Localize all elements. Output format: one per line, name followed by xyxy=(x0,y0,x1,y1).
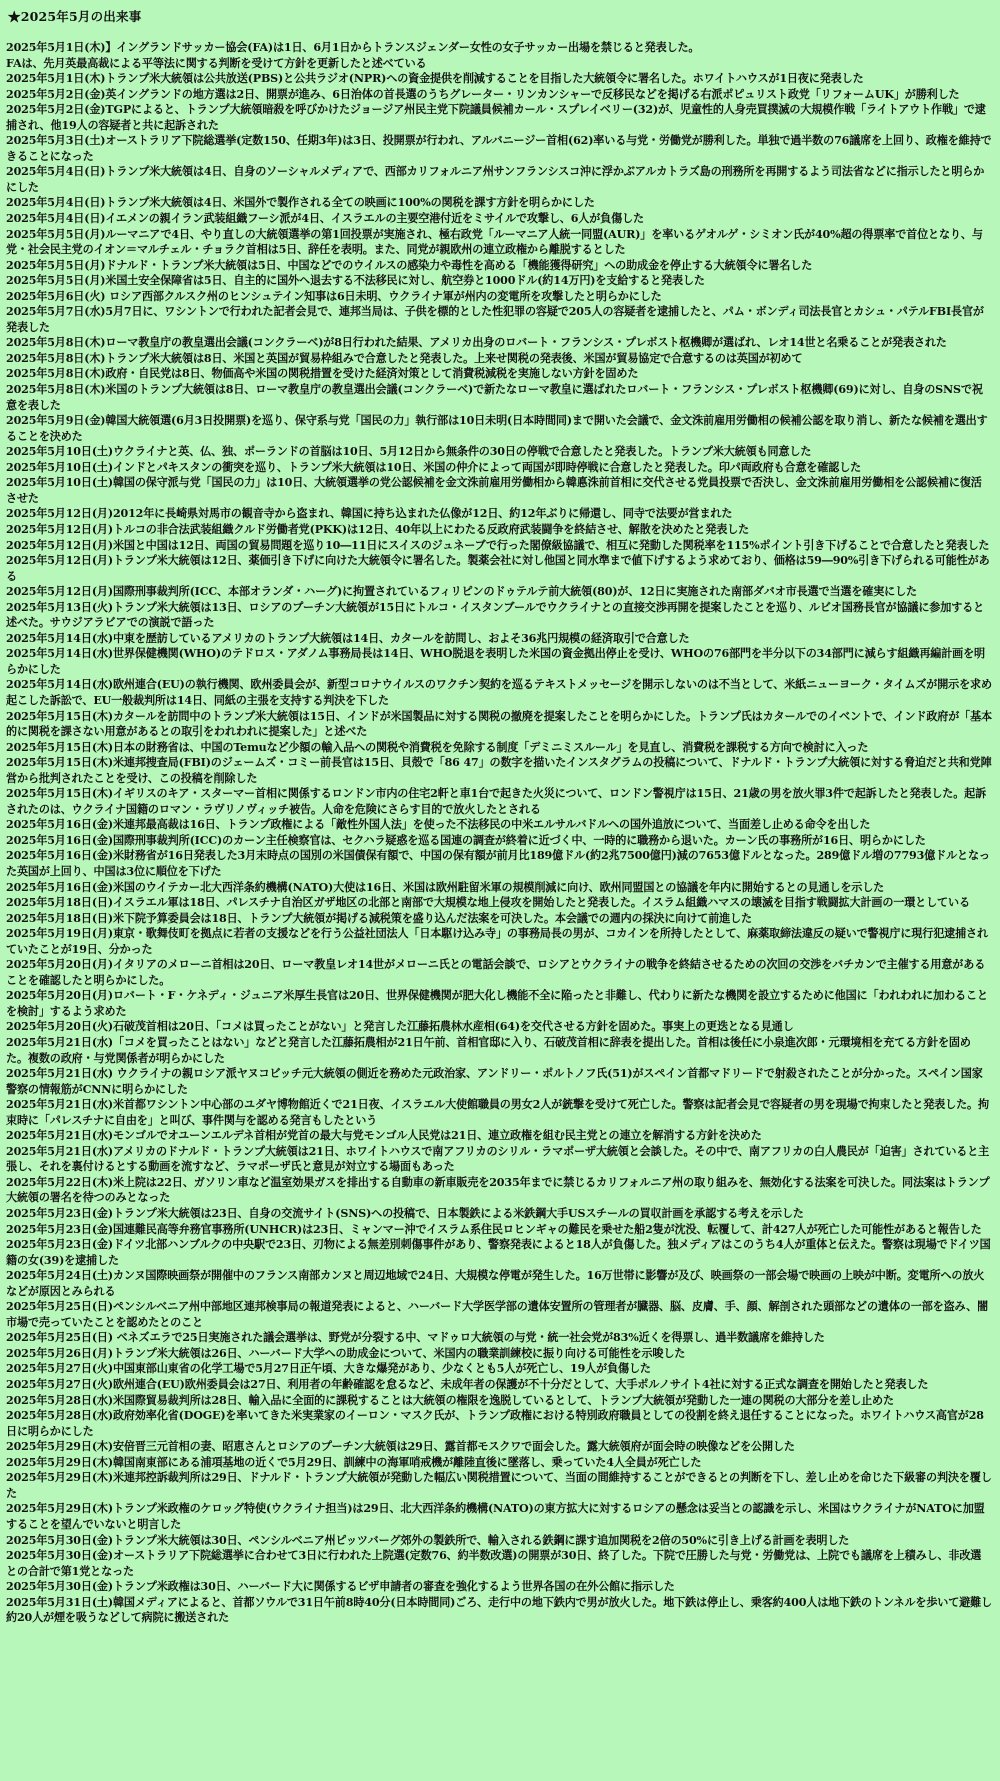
event-entry: 2025年5月10日(土)ウクライナと英、仏、独、ポーランドの首脳は10日、5月12日から無条件の30日の停戦で合意したと発表した。トランプ米大統領も同意した xyxy=(6,445,812,459)
event-entry: 2025年5月12日(月)米国と中国は12日、両国の貿易問題を巡り10―11日にスイスのジュネーブで行った閣僚級協議で、相互に発動した関税率を115%ポイント引き下げることで合意したと発表した xyxy=(6,538,990,552)
event-entry: 2025年5月5日(月)ドナルド・トランプ米大統領は5日、中国などでのウイルスの感染力や毒性を高める「機能獲得研究」への助成金を停止する大統領令に署名した xyxy=(6,258,813,272)
event-entry: 2025年5月10日(土)インドとパキスタンの衝突を巡り、トランプ米大統領は10日、米国の仲介によって両国が即時停戦に合意したと発表した。印パ両政府も合意を確認した xyxy=(6,460,862,474)
event-entry: 2025年5月20日(火)石破茂首相は20日、「コメは買ったことがない」と発言した江藤拓農林水産相(64)を交代させる方針を固めた。事実上の更迭となる見通し xyxy=(6,1020,794,1034)
event-entry: 2025年5月5日(月)米国土安全保障省は5日、自主的に国外へ退去する不法移民に対し、航空券と1000ドル(約14万円)を支給すると発表した xyxy=(6,274,705,288)
event-entry: 2025年5月16日(金)米連邦最高裁は16日、トランプ政権による「敵性外国人法」を使った不法移民の中米エルサルバドルへの国外追放について、当面差し止める命令を出した xyxy=(6,818,871,832)
event-entry: 2025年5月21日(水)「コメを買ったことはない」などと発言した江藤拓農相が21日午前、首相官邸に入り、石破茂首相に辞表を提出した。首相は後任に小泉進次郎・元環境相を充てる方針を固めた。複数の政府・与党関係者が明らかにした xyxy=(6,1036,971,1065)
event-entry: 2025年5月15日(木)イギリスのキア・スターマー首相に関係するロンドン市内の住宅2軒と車1台で起きた火災について、ロンドン警視庁は15日、21歳の男を放火罪3件で起訴したと発表した。起訴されたのは、ウクライナ国籍のロマン・ラヴリノヴィッチ被告。人命を危険にさらす目的で放火したとされる xyxy=(6,787,987,816)
event-entry: 2025年5月23日(金)国連難民高等弁務官事務所(UNHCR)は23日、ミャンマー沖でイスラム系住民ロヒンギャの難民を乗せた船2隻が沈没、転覆して、計427人が死亡した可能性があると報告した xyxy=(6,1222,982,1236)
event-entry: 2025年5月14日(水)中東を歴訪しているアメリカのトランプ大統領は14日、カタールを訪問し、およそ36兆円規模の経済取引で合意した xyxy=(6,631,690,645)
page-title: ★2025年5月の出来事 xyxy=(8,9,142,24)
event-entry: 2025年5月16日(金)米財務省が16日発表した3月末時点の国別の米国債保有額で、中国の保有額が前月比189億ドル(約2兆7500億円)減の7653億ドルとなった。289億ドル増の7793億ドルとなった英国が上回り、中国は3位に順位を下げた xyxy=(6,849,990,878)
event-entry: 2025年5月21日(水)モンゴルでオユーンエルデネ首相が党首の最大与党モンゴル人民党は21日、連立政権を組む民主党との連立を解消する方針を決めた xyxy=(6,1129,762,1143)
event-entry: 2025年5月28日(水)米国際貿易裁判所は28日、輸入品に全面的に課税することは大統領の権限を逸脱しているとして、トランプ大統領が発動した一連の関税の大部分を差し止めた xyxy=(6,1393,894,1407)
event-entry: 2025年5月8日(木)トランプ米大統領は8日、米国と英国が貿易枠組みで合意したと発表した。上来せ関税の発表後、米国が貿易協定で合意するのは英国が初めて xyxy=(6,351,803,365)
event-entry: 2025年5月19日(月)東京・歌舞伎町を拠点に若者の支援などを行う公益社団法人「日本駆け込み寺」の事務局長の男が、コカインを所持したとして、麻薬取締法違反の疑いで警視庁に現行犯逮捕されていたことが19日、分かった xyxy=(6,927,988,956)
event-entry: 2025年5月12日(月)トランプ米大統領は12日、薬価引き下げに向けた大統領令に署名した。製薬会社に対し他国と同水準まで値下げするよう求めており、価格は59―90%引き下げられる可能性がある xyxy=(6,554,990,583)
event-entry: 2025年5月25日(日) ベネズエラで25日実施された議会選挙は、野党が分裂する中、マドゥロ大統領の与党・統一社会党が83%近くを得票し、過半数議席を維持した xyxy=(6,1331,825,1345)
event-entry: 2025年5月18日(日)イスラエル軍は18日、パレスチナ自治区ガザ地区の北部と南部で大規模な地上侵攻を開始したと発表した。イスラム組織ハマスの壊滅を目指す戦闘拡大計画の一環としている xyxy=(6,896,970,910)
event-entry: 2025年5月4日(日)トランプ米大統領は4日、米国外で製作される全ての映画に100%の関税を課す方針を明らかにした xyxy=(6,196,595,210)
event-entry: 2025年5月21日(水) ウクライナの親ロシア派ヤヌコビッチ元大統領の側近を務めた元政治家、アンドリー・ポルトノフ氏(51)がスペイン首都マドリードで射殺されたことが分かった。スペイン国家警察の情報筋がCNNに明らかにした xyxy=(6,1067,983,1096)
event-entry: 2025年5月27日(火)欧州連合(EU)欧州委員会は27日、利用者の年齢確認を怠るなど、未成年者の保護が不十分だとして、大手ポルノサイト4社に対する正式な調査を開始したと発表した xyxy=(6,1378,929,1392)
event-entry: 2025年5月21日(水)アメリカのドナルド・トランプ大統領は21日、ホワイトハウスで南アフリカのシリル・ラマポーザ大統領と会談した。その中で、南アフリカの白人農民が「迫害」されていると主張し、それを裏付けるとする動画を流すなど、ラマポーザ氏と意見が対立する場面もあった xyxy=(6,1144,990,1174)
event-entry: 2025年5月8日(木)米国のトランプ大統領は8日、ローマ教皇庁の教皇選出会議(コンクラーベ)で新たなローマ教皇に選ばれたロバート・フランシス・プレボスト枢機卿(69)に対し、自身のSNSで祝意を表した xyxy=(6,383,983,412)
event-entry: 2025年5月23日(金)トランプ米大統領は23日、自身の交流サイト(SNS)への投稿で、日本製鉄による米鉄鋼大手USスチールの買収計画を承認する考えを示した xyxy=(6,1207,804,1221)
event-entry: 2025年5月30日(金)オーストラリア下院総選挙に合わせて3日に行われた上院選(定数76、約半数改選)の開票が30日、終了した。下院で圧勝した与党・労働党は、上院でも議席を上積みし、非改選との合計で第1党となった xyxy=(6,1549,982,1578)
event-entry: 2025年5月14日(水)世界保健機関(WHO)のテドロス・アダノム事務局長は14日、WHO脱退を表明した米国の資金拠出停止を受け、WHOの76部門を半分以下の34部門に減らす組織再編計画を明らかにした xyxy=(6,647,985,676)
event-entry: 2025年5月7日(水)5月7日に、ワシントンで行われた記者会見で、連邦当局は、子供を標的とした性犯罪の容疑で205人の容疑者を逮捕したと、パム・ボンディ司法長官とカシュ・パテルFBI長官が発表した xyxy=(6,305,984,334)
event-entry: 2025年5月4日(日)トランプ米大統領は4日、自身のソーシャルメディアで、西部カリフォルニア州サンフランシスコ沖に浮かぶアルカトラズ島の刑務所を再開するよう司法省などに指示したと明らかにした xyxy=(6,165,985,194)
event-entry: 2025年5月13日(火)トランプ米大統領は13日、ロシアのプーチン大統領が15日にトルコ・イスタンブールでウクライナとの直接交渉再開を提案したことを巡り、ルビオ国務長官が協議に参加すると述べた。サウジアラビアでの演説で語った xyxy=(6,600,985,630)
event-entry: 2025年5月15日(木)日本の財務省は、中国のTemuなど少額の輸入品への関税や消費税を免除する制度「デミニミスルール」を見直し、消費税を課税する方向で検討に入った xyxy=(6,740,869,754)
event-entry: 2025年5月29日(木)米連邦控訴裁判所は29日、ドナルド・トランプ大統領が発動した幅広い関税措置について、当面の間維持することができるとの判断を下し、差し止めを命じた下級審の判決を覆した xyxy=(6,1471,992,1500)
event-entry: 2025年5月3日(土)オーストラリア下院総選挙(定数150、任期3年)は3日、投開票が行われ、アルバニージー首相(62)率いる与党・労働党が勝利した。単独で過半数の76議席を上回り、政権を維持できることになった xyxy=(6,134,992,163)
event-entry: 2025年5月16日(金)国際刑事裁判所(ICC)のカーン主任検察官は、セクハラ疑惑を巡る国連の調査が終着に近づく中、一時的に職務から退いた。カーン氏の事務所が16日、明らかにした xyxy=(6,833,926,847)
event-entry: 2025年5月29日(木)安倍晋三元首相の妻、昭恵さんとロシアのプーチン大統領は29日、露首都モスクワで面会した。露大統領府が面会時の映像などを公開した xyxy=(6,1440,795,1454)
event-entry: 2025年5月10日(土)韓国の保守派与党「国民の力」は10日、大統領選挙の党公認候補を金文洙前雇用労働相から韓悳洙前首相に交代させる党員投票で否決し、金文洙前雇用労働相を公認候補に復活させた xyxy=(6,476,982,505)
event-entry: 2025年5月5日(月)ルーマニアで4日、やり直しの大統領選挙の第1回投票が実施され、極右政党「ルーマニア人統一同盟(AUR)」を率いるゲオルゲ・シミオン氏が40%超の得票率で首位となり、与党・社会民主党のイオン＝マルチェル・チョラク首相は5日、辞任を表明。また、同党が親欧州の連立政権から離脱するとした xyxy=(6,227,983,257)
event-entry: FAは、先月英最高裁による平等法に関する判断を受けて方針を更新したと述べている xyxy=(6,56,427,70)
event-entry: 2025年5月12日(月)2012年に長崎県対馬市の観音寺から盗まれ、韓国に持ち込まれた仏像が12日、約12年ぶりに帰還し、同寺で法要が営まれた xyxy=(6,507,733,521)
event-entry: 2025年5月12日(月)トルコの非合法武装組織クルド労働者党(PKK)は12日、40年以上にわたる反政府武装闘争を終結させ、解散を決めたと発表した xyxy=(6,522,750,536)
event-entry: 2025年5月15日(木)米連邦捜査局(FBI)のジェームズ・コミー前長官は15日、貝殻で「86 47」の数字を描いたインスタグラムの投稿について、ドナルド・トランプ大統領に対する脅迫だと共和党陣営から批判されたことを受け、この投稿を削除した xyxy=(6,756,992,785)
event-entry: 2025年5月6日(火) ロシア西部クルスク州のヒンシュテイン知事は6日未明、ウクライナ軍が州内の変電所を攻撃したと明らかにした xyxy=(6,289,662,303)
event-entry: 2025年5月24日(土)カンヌ国際映画祭が開催中のフランス南部カンヌと周辺地域で24日、大規模な停電が発生した。16万世帯に影響が及び、映画祭の一部会場で映画の上映が中断。変電所への放火などが原因とみられる xyxy=(6,1269,985,1298)
event-entry: 2025年5月9日(金)韓国大統領選(6月3日投開票)を巡り、保守系与党「国民の力」執行部は10日未明(日本時間同)まで開いた会議で、金文洙前雇用労働相の候補公認を取り消し、新たな候補を選出することを決めた xyxy=(6,414,988,443)
event-entry: 2025年5月25日(日)ペンシルベニア州中部地区連邦検事局の報道発表によると、ハーバード大学医学部の遺体安置所の管理者が臓器、脳、皮膚、手、顔、解剖された頭部などの遺体の一部を盗み、闇市場で売っていたことを認めたとのこと xyxy=(6,1300,989,1329)
event-entry: 2025年5月29日(木)韓国南東部にある浦項基地の近くで5月29日、訓練中の海軍哨戒機が離陸直後に墜落し、乗っていた4人全員が死亡した xyxy=(6,1455,702,1469)
event-entry: 2025年5月16日(金)米国のウイテカー北大西洋条約機構(NATO)大使は16日、米国は欧州駐留米軍の規模削減に向け、欧州同盟国との協議を年内に開始するとの見通しを示した xyxy=(6,880,885,894)
event-entry: 2025年5月2日(金)TGPによると、トランプ大統領暗殺を呼びかけたジョージア州民主党下院議員候補カール・スプレイベリー(32)が、児童性的人身売買撲滅の大規模作戦「ライトアウト作戦」で逮捕され、他19人の容疑者と共に起訴された xyxy=(6,103,986,132)
event-entry: 2025年5月1日(木)】イングランドサッカー協会(FA)は1日、6月1日からトランスジェンダー女性の女子サッカー出場を禁じると発表した。 xyxy=(6,41,700,54)
event-entry: 2025年5月23日(金)ドイツ北部ハンブルクの中央駅で23日、刃物による無差別刺傷事件があり、警察発表によると18人が負傷した。独メディアはこのうち4人が重体と伝えた。警察は現場でドイツ国籍の女(39)を逮捕した xyxy=(6,1238,991,1267)
event-entry: 2025年5月28日(水)政府効率化省(DOGE)を率いてきた米実業家のイーロン・マスク氏が、トランプ政権における特別政府職員としての役割を終え退任することになった。ホワイトハウス高官が28日に明らかにした xyxy=(6,1409,984,1438)
event-entry: 2025年5月21日(水)米首都ワシントン中心部のユダヤ博物館近くで21日夜、イスラエル大使館職員の男女2人が銃撃を受けて死亡した。警察は記者会見で容疑者の男を現場で拘束したと発表した。拘束時に「パレスチナに自由を」と叫び、事件関与を認める発言もしたという xyxy=(6,1098,989,1127)
event-entry: 2025年5月18日(日)米下院予算委員会は18日、トランプ大統領が掲げる減税策を盛り込んだ法案を可決した。本会議での週内の採決に向けて前進した xyxy=(6,911,752,925)
event-entry: 2025年5月30日(金)トランプ米大統領は30日、ペンシルベニア州ピッツバーグ郊外の製鉄所で、輸入される鉄鋼に課す追加関税を2倍の50%に引き上げる計画を表明した xyxy=(6,1533,850,1547)
event-entry: 2025年5月4日(日)イエメンの親イラン武装組織フーシ派が4日、イスラエルの主要空港付近をミサイルで攻撃し、6人が負傷した xyxy=(6,212,644,226)
event-entry: 2025年5月26日(月)トランプ米大統領は26日、ハーバード大学への助成金について、米国内の職業訓練校に振り向ける可能性を示唆した xyxy=(6,1346,686,1360)
event-entry: 2025年5月8日(木)ローマ教皇庁の教皇選出会議(コンクラーベ)が8日行われた結果、アメリカ出身のロバート・フランシス・プレボスト枢機卿が選ばれ、レオ14世と名乗ることが発表された xyxy=(6,336,947,350)
event-entry: 2025年5月15日(木)カタールを訪問中のトランプ米大統領は15日、インドが米国製品に対する関税の撤廃を提案したことを明らかにした。トランプ氏はカタールでのイベントで、インド政府が「基本的に関税を課さない用意があるとの取引をわれわれに提案した」と述べた xyxy=(6,709,992,739)
event-entry: 2025年5月29日(木)トランプ米政権のケロッグ特使(ウクライナ担当)は29日、北大西洋条約機構(NATO)の東方拡大に対するロシアの懸念は妥当との認識を示し、米国はウクライナがNATOに加盟することを望んでいないと明言した xyxy=(6,1502,985,1531)
event-entry: 2025年5月14日(水)欧州連合(EU)の執行機関、欧州委員会が、新型コロナウイルスのワクチン契約を巡るテキストメッセージを開示しないのは不当として、米紙ニューヨーク・タイムズが開示を求め起こした訴訟で、EU一般裁判所は14日、同紙の主張を支持する判決を下した xyxy=(6,678,992,707)
event-entry: 2025年5月2日(金)英イングランドの地方選は2日、開票が進み、6日治体の首長選のうちグレーター・リンカンシャーで反移民などを掲げる右派ポピュリスト政党「リフォームUK」が勝利した xyxy=(6,87,960,101)
event-list xyxy=(6,40,992,1626)
event-entry: 2025年5月1日(木)トランプ米大統領は公共放送(PBS)と公共ラジオ(NPR)への資金提供を削減することを目指した大統領令に署名した。ホワイトハウスが1日夜に発表した xyxy=(6,72,864,86)
event-entry: 2025年5月30日(金)トランプ米政権は30日、ハーバード大に関係するビザ申請者の審査を強化するよう世界各国の在外公館に指示した xyxy=(6,1580,675,1594)
event-entry: 2025年5月12日(月)国際刑事裁判所(ICC、本部オランダ・ハーグ)に拘置されているフィリピンのドゥテルテ前大統領(80)が、12日に実施された南部ダバオ市長選で当選を確実にした xyxy=(6,585,917,599)
event-entry: 2025年5月31日(土)韓国メディアによると、首都ソウルで31日午前8時40分(日本時間同)ごろ、走行中の地下鉄内で男が放火した。地下鉄は停止し、乗客約400人は地下鉄のトンネルを歩いて避難し約20人が煙を吸うなどして病院に搬送された xyxy=(6,1595,992,1625)
event-entry: 2025年5月27日(火)中国東部山東省の化学工場で5月27日正午頃、大きな爆発があり、少なくとも5人が死亡し、19人が負傷した xyxy=(6,1362,651,1376)
event-entry: 2025年5月22日(木)米上院は22日、ガソリン車など温室効果ガスを排出する自動車の新車販売を2035年までに禁じるカリフォルニア州の取り組みを、無効化する法案を可決した。同法案はトランプ大統領の署名を待つのみとなった xyxy=(6,1175,990,1205)
event-entry: 2025年5月20日(月)イタリアのメローニ首相は20日、ローマ教皇レオ14世がメローニ氏との電話会談で、ロシアとウクライナの戦争を終結させるための次回の交渉をバチカンで主催する用意があることを確認したと明らかにした。 xyxy=(6,958,986,987)
event-entry: 2025年5月8日(木)政府・自民党は8日、物価高や米国の関税措置を受けた経済対策として消費税減税を実施しない方針を固めた xyxy=(6,367,639,381)
event-entry: 2025年5月20日(月)ロバート・F・ケネディ・ジュニア米厚生長官は20日、世界保健機関が肥大化し機能不全に陥ったと非難し、代わりに新たな機関を設立するために他国に「われわれに加わることを検討」するよう求めた xyxy=(6,989,988,1018)
